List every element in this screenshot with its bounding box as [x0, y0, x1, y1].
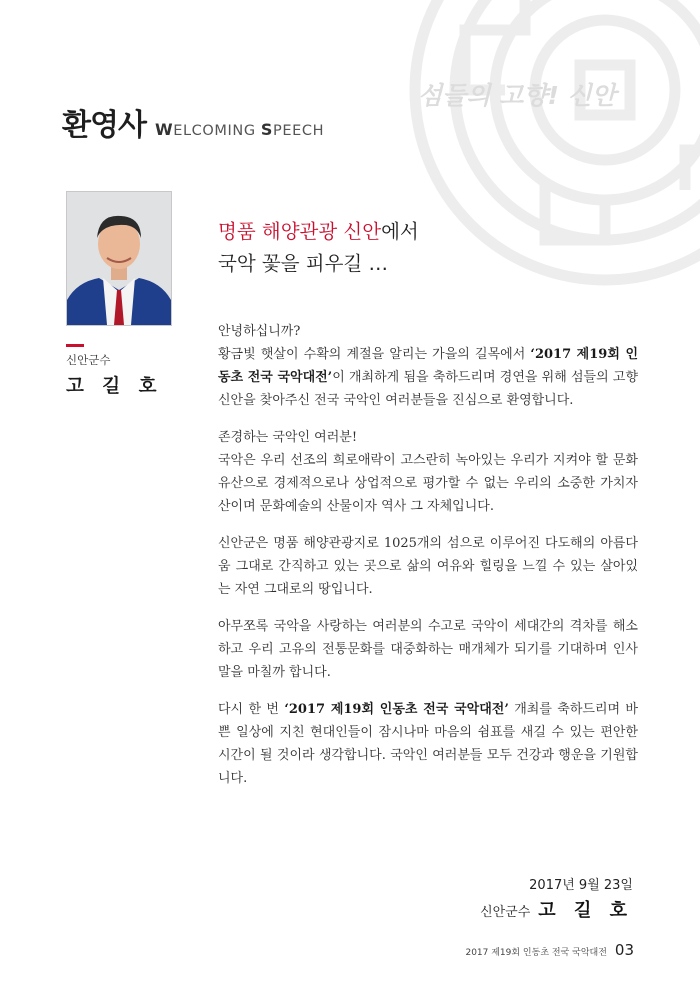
speech-body — [218, 320, 638, 804]
paragraph-sinan: 신안군은 명품 해양관광지로 1025개의 섬으로 이루어진 다도해의 아름다움 그대로 간직하고 있는 곳으로 삶의 여유와 힐링을 느낄 수 있는 살아있는 자연 그대로의 땅입니다. — [218, 536, 638, 597]
speaker-role: 신안군수 — [66, 353, 111, 367]
speaker-portrait — [66, 191, 172, 326]
signature — [480, 896, 633, 922]
portrait-image — [67, 192, 171, 325]
signature-role: 신안군수 — [480, 905, 531, 920]
sinan-slogan-logo — [414, 66, 644, 122]
page-footer — [465, 940, 634, 959]
paragraph-hope: 아무쪼록 국악을 사랑하는 여러분의 수고로 국악이 세대간의 격차를 해소하고 우리 고유의 전통문화를 대중화하는 매개체가 되기를 기대하며 인사말을 마칠까 합니다. — [218, 619, 638, 680]
page-title — [62, 100, 325, 143]
footer-event-name: 2017 제19회 인동초 전국 국악대전 — [465, 948, 607, 958]
headline-highlight: 명품 해양관광 신안 — [218, 220, 382, 243]
title-english: WELCOMING SPEECH — [154, 120, 325, 139]
paragraph-respect: 존경하는 국악인 여러분! 국악은 우리 선조의 희로애락이 고스란히 녹아있는 우리가 지켜야 할 문화유산으로 경제적으로나 상업적으로 평가할 수 없는 우리의 소중한 가치자산이며 문화예술의 산물이자 역사 그 자체입니다. — [218, 430, 638, 514]
signature-name: 고 길 호 — [538, 900, 633, 921]
speech-date: 2017년 9월 23일 — [529, 878, 633, 893]
page-number: 03 — [614, 941, 634, 959]
headline-line-2: 국악 꽃을 피우길 … — [218, 252, 388, 275]
paragraph-closing: 다시 한 번 ‘2017 제19회 인동초 전국 국악대전’ 개최를 축하드리며 바쁜 일상에 지친 현대인들이 잠시나마 마음의 쉼표를 새길 수 있는 편안한 시간이 될 것이라 생각합니다. 국악인 여러분들 모두 건강과 행운을 기원합니다. — [218, 702, 638, 786]
title-korean: 환영사 — [62, 108, 146, 143]
slogan-text: 섬들의 고향! 신안 — [418, 81, 616, 110]
headline-line-1: 명품 해양관광 신안에서 — [218, 220, 419, 243]
paragraph-greeting: 안녕하십니까? 황금빛 햇살이 수확의 계절을 알리는 가을의 길목에서 ‘2017 제19회 인동초 전국 국악대전’이 개최하게 됨을 축하드리며 경연을 위해 섬들의 고향 신안을 찾아주신 전국 국악인 여러분들을 진심으로 환영합니다. — [218, 324, 639, 408]
accent-rule — [66, 344, 84, 347]
headline — [218, 216, 419, 280]
speaker-name: 고 길 호 — [66, 376, 163, 397]
